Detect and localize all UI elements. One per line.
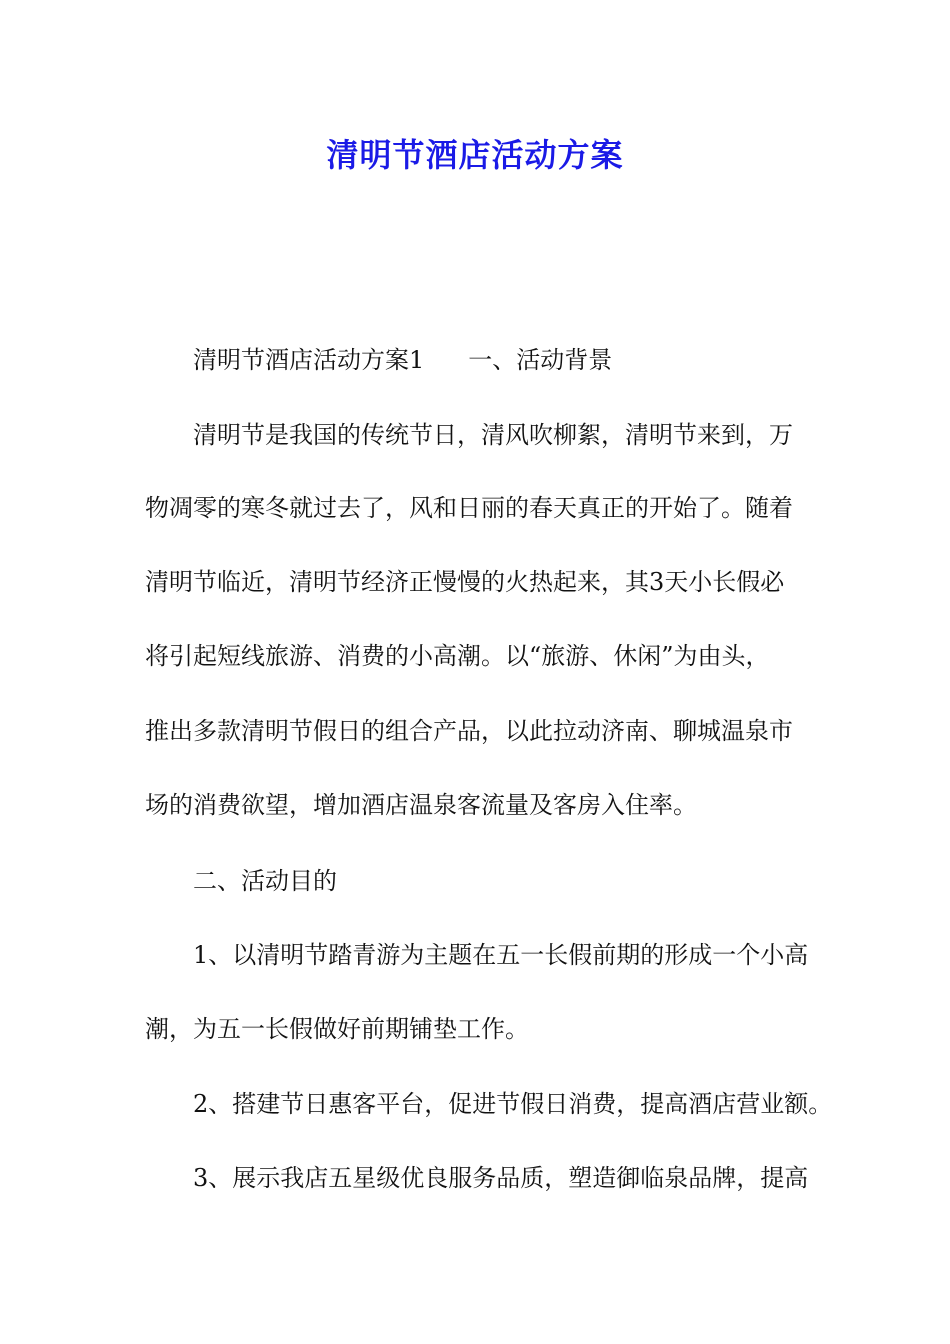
paragraph-line: 清明节临近，清明节经济正慢慢的火热起来，其3天小长假必 [145, 568, 785, 596]
goal-item-line: 3、展示我店五星级优良服务品质，塑造御临泉品牌，提高 [193, 1164, 809, 1192]
paragraph-line: 将引起短线旅游、消费的小高潮。以“旅游、休闲”为由头， [145, 642, 770, 670]
section-heading: 清明节酒店活动方案1 [193, 346, 425, 374]
heading-activity-background: 一、活动背景 [468, 346, 613, 374]
heading-activity-goals: 二、活动目的 [193, 867, 337, 895]
section-heading-line [193, 343, 873, 377]
goal-item-line: 潮，为五一长假做好前期铺垫工作。 [145, 1015, 529, 1043]
document-title: 清明节酒店活动方案 [326, 136, 624, 174]
paragraph-line: 物凋零的寒冬就过去了，风和日丽的春天真正的开始了。随着 [145, 494, 793, 522]
paragraph-line: 清明节是我国的传统节日，清风吹柳絮，清明节来到，万 [193, 421, 793, 449]
goal-item-line: 2、搭建节日惠客平台，促进节假日消费，提高酒店营业额。 [193, 1090, 833, 1118]
paragraph-line: 推出多款清明节假日的组合产品，以此拉动济南、聊城温泉市 [145, 717, 793, 745]
goal-item-line: 1、以清明节踏青游为主题在五一长假前期的形成一个小高 [193, 941, 809, 969]
paragraph-line: 场的消费欲望，增加酒店温泉客流量及客房入住率。 [145, 791, 697, 819]
